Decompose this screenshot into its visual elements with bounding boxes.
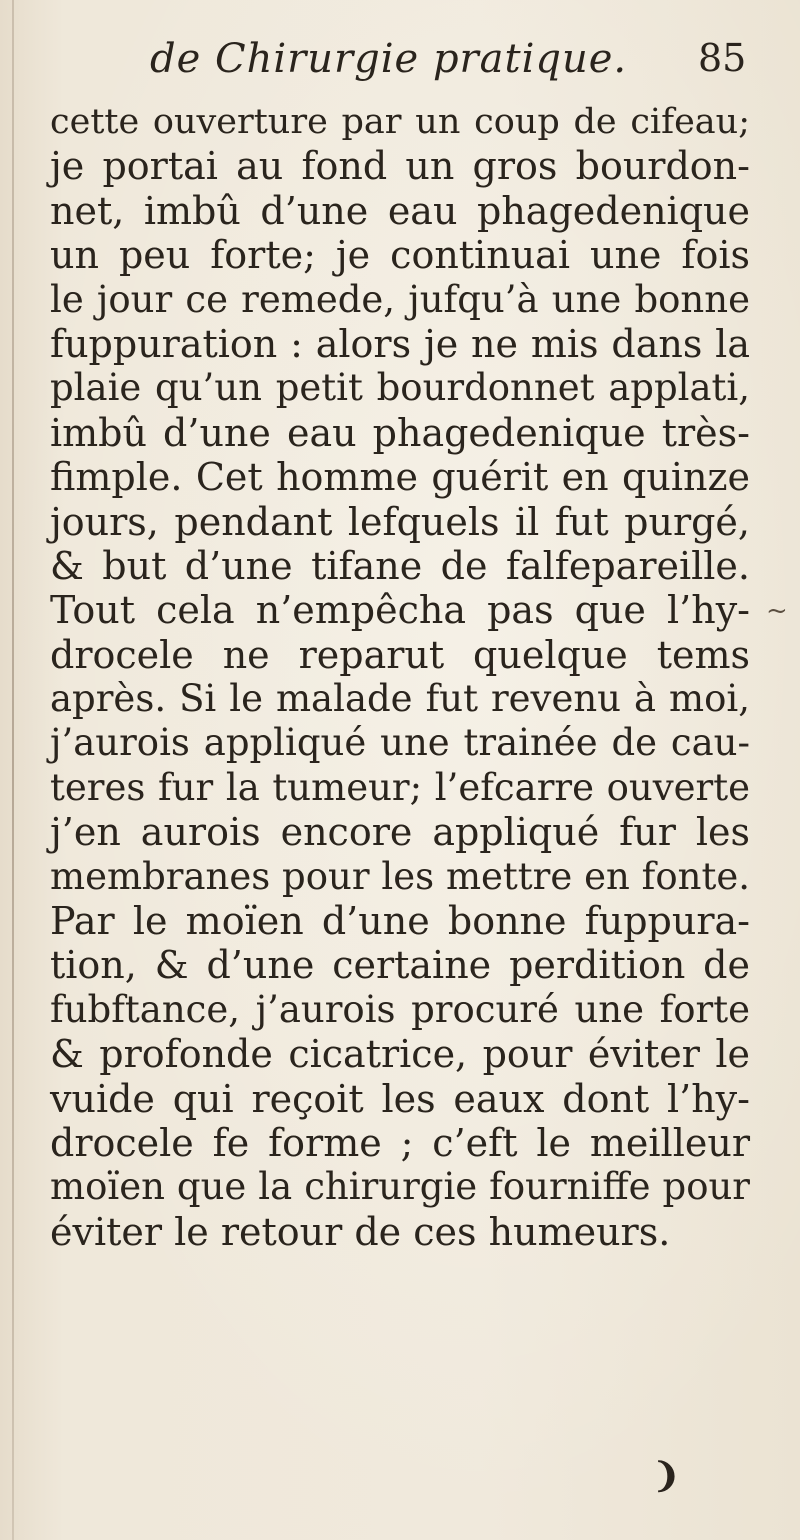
text-line: après. Si le malade fut revenu à moi,	[50, 677, 750, 721]
page-gutter-edge	[12, 0, 14, 1540]
text-line: imbû d’une eau phagedenique très-	[50, 410, 750, 455]
text-line: Tout cela n’empêcha pas que l’hy-	[50, 588, 750, 633]
text-line: moïen que la chirurgie fourniffe pour	[50, 1165, 750, 1209]
text-line: net, imbû d’une eau phagedenique	[50, 188, 750, 233]
body-text	[50, 100, 750, 1254]
text-line: Par le moïen d’une bonne fuppura-	[50, 899, 750, 944]
text-line: je portai au fond un gros bourdon-	[50, 144, 750, 189]
margin-mark: ~	[766, 596, 788, 626]
text-line: éviter le retour de ces humeurs.	[50, 1209, 671, 1254]
text-line: cette ouverture par un coup de cifeau;	[50, 102, 750, 142]
text-line: fimple. Cet homme guérit en quinze	[50, 455, 750, 500]
text-line: & profonde cicatrice, pour éviter le	[50, 1032, 750, 1077]
text-line: le jour ce remede, jufqu’à une bonne	[50, 277, 750, 321]
text-line: fubftance, j’aurois procuré une forte	[50, 987, 750, 1031]
text-line: fuppuration : alors je ne mis dans la	[50, 321, 750, 366]
text-line: & but d’une tifane de falfepareille.	[50, 543, 750, 588]
text-line: drocele ne reparut quelque tems	[50, 632, 750, 677]
text-line: un peu forte; je continuai une fois	[50, 233, 750, 278]
text-line: jours, pendant lefquels il fut purgé,	[50, 499, 750, 544]
text-line: j’aurois appliqué une trainée de cau-	[50, 721, 750, 765]
page-number: 85	[698, 36, 747, 80]
running-title: de Chirurgie pratique.	[150, 36, 628, 82]
text-line: membranes pour les mettre en fonte.	[50, 854, 750, 898]
text-line: plaie qu’un petit bourdonnet applati,	[50, 366, 750, 410]
catchword-mark: ❩	[652, 1456, 681, 1496]
text-line: drocele fe forme ; c’eft le meilleur	[50, 1120, 750, 1165]
text-line: tion, & d’une certaine perdition de	[50, 943, 750, 988]
page-header	[0, 22, 800, 82]
text-line: teres fur la tumeur; l’efcarre ouverte	[50, 765, 750, 809]
text-line: vuide qui reçoit les eaux dont l’hy-	[50, 1076, 750, 1121]
text-line: j’en aurois encore appliqué fur les	[50, 810, 750, 855]
